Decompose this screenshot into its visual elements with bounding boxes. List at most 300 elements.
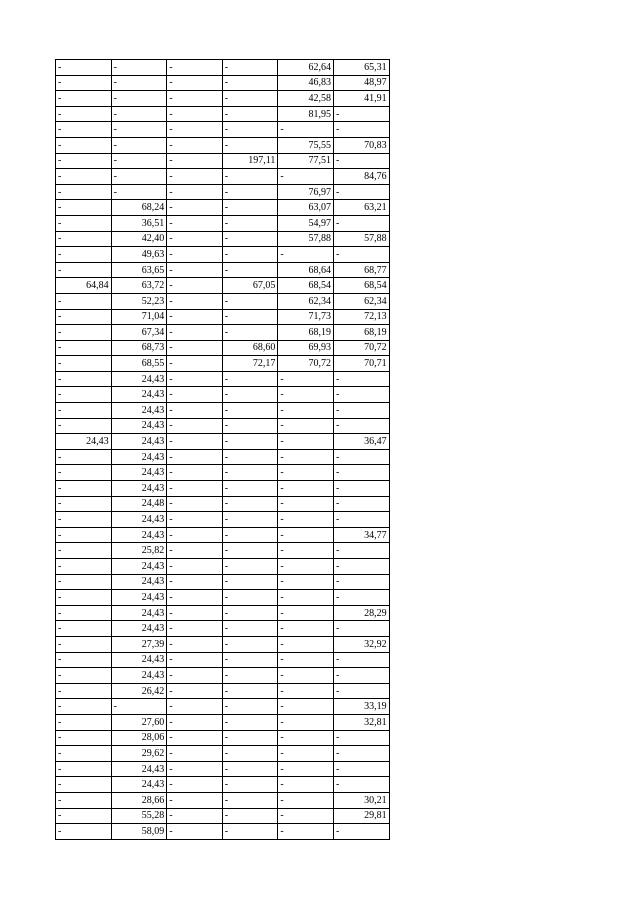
table-cell: 69,93	[278, 340, 334, 356]
table-cell: 24,43	[111, 418, 167, 434]
table-cell: -	[167, 403, 223, 419]
table-cell: 24,43	[111, 590, 167, 606]
table-cell: -	[278, 621, 334, 637]
table-cell: -	[56, 91, 112, 107]
table-cell: -	[56, 621, 112, 637]
table-cell: -	[111, 91, 167, 107]
table-cell: -	[333, 153, 389, 169]
table-cell: 62,34	[333, 293, 389, 309]
table-cell: 68,73	[111, 340, 167, 356]
table-cell: -	[222, 247, 278, 263]
table-cell: -	[56, 481, 112, 497]
table-cell: -	[333, 574, 389, 590]
table-row	[56, 122, 390, 138]
table-cell: -	[56, 309, 112, 325]
table-cell: 32,81	[333, 714, 389, 730]
table-cell: -	[167, 137, 223, 153]
table-cell: 68,55	[111, 356, 167, 372]
table-cell: 72,17	[222, 356, 278, 372]
table-cell: -	[222, 559, 278, 575]
table-row	[56, 683, 390, 699]
table-cell: -	[56, 215, 112, 231]
table-cell: -	[333, 824, 389, 840]
table-cell: -	[167, 200, 223, 216]
table-cell: -	[56, 122, 112, 138]
table-cell: -	[56, 465, 112, 481]
table-cell: -	[278, 636, 334, 652]
table-cell: -	[278, 434, 334, 450]
table-row	[56, 153, 390, 169]
table-cell: -	[278, 824, 334, 840]
table-cell: -	[278, 512, 334, 528]
table-cell: 33,19	[333, 699, 389, 715]
table-cell: 24,43	[111, 621, 167, 637]
table-cell: 65,31	[333, 60, 389, 76]
table-cell: -	[56, 325, 112, 341]
table-cell: -	[222, 91, 278, 107]
table-cell: -	[333, 247, 389, 263]
table-cell: -	[111, 60, 167, 76]
table-cell: -	[167, 325, 223, 341]
table-cell: -	[167, 808, 223, 824]
table-cell: -	[333, 746, 389, 762]
table-cell: -	[278, 683, 334, 699]
table-cell: -	[167, 683, 223, 699]
table-row	[56, 434, 390, 450]
table-cell: 67,34	[111, 325, 167, 341]
table-row	[56, 512, 390, 528]
table-cell: 62,34	[278, 293, 334, 309]
table-cell: 28,29	[333, 605, 389, 621]
table-row	[56, 403, 390, 419]
table-cell: -	[167, 621, 223, 637]
table-cell: -	[167, 543, 223, 559]
table-cell: -	[333, 371, 389, 387]
table-cell: -	[56, 387, 112, 403]
table-cell: 75,55	[278, 137, 334, 153]
table-cell: 24,43	[111, 403, 167, 419]
table-cell: -	[167, 590, 223, 606]
table-row	[56, 574, 390, 590]
table-cell: -	[167, 60, 223, 76]
table-cell: 24,43	[111, 481, 167, 497]
table-cell: 46,83	[278, 75, 334, 91]
table-cell: 70,72	[278, 356, 334, 372]
table-cell: -	[278, 808, 334, 824]
table-cell: 58,09	[111, 824, 167, 840]
table-row	[56, 215, 390, 231]
table-cell: -	[167, 106, 223, 122]
table-cell: -	[167, 699, 223, 715]
table-cell: -	[56, 636, 112, 652]
table-cell: -	[222, 200, 278, 216]
table-cell: -	[167, 449, 223, 465]
table-cell: 48,97	[333, 75, 389, 91]
table-cell: 34,77	[333, 527, 389, 543]
table-cell: -	[167, 527, 223, 543]
table-cell: -	[167, 153, 223, 169]
table-cell: -	[333, 122, 389, 138]
table-cell: 70,71	[333, 356, 389, 372]
table-cell: -	[167, 169, 223, 185]
table-cell: 41,91	[333, 91, 389, 107]
table-cell: 28,06	[111, 730, 167, 746]
table-cell: -	[278, 387, 334, 403]
table-cell: 29,62	[111, 746, 167, 762]
table-cell: 27,60	[111, 714, 167, 730]
table-cell: -	[222, 309, 278, 325]
table-cell: -	[333, 496, 389, 512]
table-cell: -	[222, 231, 278, 247]
table-cell: 71,73	[278, 309, 334, 325]
table-cell: -	[167, 512, 223, 528]
table-row	[56, 91, 390, 107]
table-cell: -	[333, 652, 389, 668]
table-row	[56, 792, 390, 808]
table-row	[56, 465, 390, 481]
table-cell: 55,28	[111, 808, 167, 824]
table-cell: 70,83	[333, 137, 389, 153]
table-cell: 29,81	[333, 808, 389, 824]
table-cell: -	[167, 605, 223, 621]
table-cell: -	[222, 668, 278, 684]
table-row	[56, 340, 390, 356]
table-cell: -	[167, 481, 223, 497]
table-cell: 67,05	[222, 278, 278, 294]
table-cell: -	[222, 699, 278, 715]
table-cell: -	[167, 262, 223, 278]
table-row	[56, 777, 390, 793]
table-cell: 57,88	[333, 231, 389, 247]
table-cell: -	[56, 652, 112, 668]
table-cell: -	[56, 247, 112, 263]
table-cell: -	[278, 543, 334, 559]
table-cell: -	[167, 761, 223, 777]
table-cell: -	[222, 262, 278, 278]
table-row	[56, 371, 390, 387]
table-row	[56, 418, 390, 434]
table-cell: -	[333, 387, 389, 403]
table-cell: -	[333, 481, 389, 497]
table-cell: -	[222, 215, 278, 231]
table-cell: 62,64	[278, 60, 334, 76]
table-cell: 63,65	[111, 262, 167, 278]
table-row	[56, 449, 390, 465]
table-cell: -	[278, 481, 334, 497]
table-cell: -	[278, 449, 334, 465]
table-cell: -	[56, 293, 112, 309]
table-cell: -	[167, 792, 223, 808]
table-cell: -	[56, 418, 112, 434]
table-row	[56, 247, 390, 263]
table-cell: -	[222, 761, 278, 777]
table-cell: 24,43	[111, 761, 167, 777]
table-row	[56, 730, 390, 746]
table-cell: 64,84	[56, 278, 112, 294]
table-cell: -	[278, 605, 334, 621]
table-cell: -	[56, 808, 112, 824]
table-body	[56, 60, 390, 840]
table-cell: -	[56, 699, 112, 715]
table-cell: -	[222, 730, 278, 746]
table-cell: 68,60	[222, 340, 278, 356]
table-cell: -	[222, 60, 278, 76]
table-cell: -	[167, 215, 223, 231]
table-cell: -	[222, 122, 278, 138]
table-cell: -	[222, 543, 278, 559]
table-cell: -	[222, 434, 278, 450]
data-table	[55, 59, 390, 840]
table-cell: 24,43	[111, 668, 167, 684]
table-cell: 24,43	[111, 449, 167, 465]
table-cell: -	[56, 668, 112, 684]
table-cell: -	[222, 777, 278, 793]
table-cell: -	[222, 481, 278, 497]
table-cell: -	[333, 777, 389, 793]
table-cell: 24,43	[111, 605, 167, 621]
table-cell: 68,54	[278, 278, 334, 294]
table-cell: -	[56, 590, 112, 606]
table-cell: -	[222, 137, 278, 153]
table-cell: 30,21	[333, 792, 389, 808]
table-cell: -	[111, 169, 167, 185]
table-cell: -	[278, 559, 334, 575]
table-row	[56, 184, 390, 200]
table-row	[56, 527, 390, 543]
table-row	[56, 636, 390, 652]
table-cell: 24,43	[111, 387, 167, 403]
table-cell: -	[167, 387, 223, 403]
table-cell: -	[278, 496, 334, 512]
table-cell: 68,19	[278, 325, 334, 341]
table-row	[56, 262, 390, 278]
table-cell: -	[278, 590, 334, 606]
table-row	[56, 106, 390, 122]
table-cell: -	[222, 403, 278, 419]
table-cell: 28,66	[111, 792, 167, 808]
table-cell: -	[333, 621, 389, 637]
table-cell: -	[333, 590, 389, 606]
table-cell: 77,51	[278, 153, 334, 169]
table-cell: -	[111, 137, 167, 153]
table-row	[56, 293, 390, 309]
table-cell: -	[56, 371, 112, 387]
table-cell: 76,97	[278, 184, 334, 200]
table-cell: -	[278, 777, 334, 793]
table-cell: -	[222, 574, 278, 590]
table-row	[56, 325, 390, 341]
table-cell: -	[278, 247, 334, 263]
table-cell: -	[222, 512, 278, 528]
table-cell: -	[167, 465, 223, 481]
table-cell: -	[278, 122, 334, 138]
table-cell: 27,39	[111, 636, 167, 652]
table-cell: -	[167, 122, 223, 138]
table-cell: 24,43	[111, 512, 167, 528]
table-cell: -	[222, 325, 278, 341]
table-cell: -	[222, 449, 278, 465]
table-cell: -	[278, 714, 334, 730]
table-cell: -	[333, 730, 389, 746]
table-cell: -	[333, 683, 389, 699]
table-cell: -	[222, 652, 278, 668]
table-cell: -	[333, 668, 389, 684]
table-cell: 68,24	[111, 200, 167, 216]
table-row	[56, 824, 390, 840]
table-cell: -	[56, 169, 112, 185]
table-cell: -	[56, 496, 112, 512]
table-cell: -	[167, 184, 223, 200]
table-cell: -	[167, 340, 223, 356]
table-cell: -	[222, 496, 278, 512]
table-cell: -	[278, 465, 334, 481]
table-cell: -	[56, 75, 112, 91]
table-row	[56, 746, 390, 762]
table-cell: -	[222, 184, 278, 200]
table-cell: -	[278, 699, 334, 715]
table-row	[56, 387, 390, 403]
table-cell: -	[278, 746, 334, 762]
table-cell: 63,21	[333, 200, 389, 216]
table-cell: -	[278, 418, 334, 434]
table-cell: -	[56, 714, 112, 730]
table-cell: -	[222, 418, 278, 434]
table-cell: -	[167, 777, 223, 793]
table-cell: -	[278, 371, 334, 387]
table-cell: 42,40	[111, 231, 167, 247]
table-cell: -	[278, 169, 334, 185]
table-row	[56, 808, 390, 824]
table-cell: -	[56, 153, 112, 169]
table-cell: -	[222, 636, 278, 652]
table-cell: -	[111, 184, 167, 200]
table-cell: -	[278, 403, 334, 419]
table-row	[56, 278, 390, 294]
table-cell: -	[111, 153, 167, 169]
table-cell: -	[56, 403, 112, 419]
table-cell: -	[167, 91, 223, 107]
table-cell: -	[278, 730, 334, 746]
table-cell: -	[111, 122, 167, 138]
table-cell: -	[56, 449, 112, 465]
table-cell: -	[333, 465, 389, 481]
table-cell: -	[167, 247, 223, 263]
table-row	[56, 652, 390, 668]
table-row	[56, 200, 390, 216]
table-cell: 49,63	[111, 247, 167, 263]
table-row	[56, 309, 390, 325]
table-cell: -	[56, 824, 112, 840]
table-row	[56, 356, 390, 372]
table-cell: -	[56, 512, 112, 528]
table-cell: 24,43	[111, 371, 167, 387]
table-cell: -	[167, 559, 223, 575]
table-cell: -	[167, 730, 223, 746]
table-cell: -	[167, 824, 223, 840]
table-cell: -	[56, 559, 112, 575]
table-cell: -	[333, 106, 389, 122]
table-cell: -	[167, 356, 223, 372]
table-cell: -	[111, 106, 167, 122]
table-cell: -	[222, 106, 278, 122]
table-cell: -	[278, 652, 334, 668]
table-cell: -	[222, 75, 278, 91]
table-cell: -	[222, 808, 278, 824]
table-row	[56, 590, 390, 606]
table-cell: -	[278, 574, 334, 590]
table-row	[56, 761, 390, 777]
table-cell: -	[167, 293, 223, 309]
table-cell: -	[111, 699, 167, 715]
table-cell: -	[333, 512, 389, 528]
table-cell: 24,43	[111, 434, 167, 450]
table-cell: -	[167, 652, 223, 668]
table-row	[56, 668, 390, 684]
table-row	[56, 60, 390, 76]
table-cell: 24,43	[111, 559, 167, 575]
table-cell: -	[333, 543, 389, 559]
table-row	[56, 169, 390, 185]
table-cell: -	[278, 792, 334, 808]
table-cell: -	[56, 543, 112, 559]
table-cell: 24,43	[56, 434, 112, 450]
table-cell: -	[167, 434, 223, 450]
table-row	[56, 543, 390, 559]
table-row	[56, 621, 390, 637]
table-cell: -	[222, 169, 278, 185]
table-cell: -	[222, 792, 278, 808]
table-cell: -	[167, 574, 223, 590]
table-cell: -	[167, 231, 223, 247]
table-cell: 68,19	[333, 325, 389, 341]
table-cell: -	[56, 574, 112, 590]
table-cell: -	[222, 527, 278, 543]
table-cell: 24,48	[111, 496, 167, 512]
table-cell: -	[56, 137, 112, 153]
table-cell: -	[333, 449, 389, 465]
table-cell: 24,43	[111, 465, 167, 481]
table-row	[56, 605, 390, 621]
table-cell: -	[56, 777, 112, 793]
table-cell: -	[167, 309, 223, 325]
table-cell: 24,43	[111, 574, 167, 590]
table-cell: 81,95	[278, 106, 334, 122]
table-cell: -	[56, 527, 112, 543]
table-cell: -	[111, 75, 167, 91]
table-cell: -	[222, 605, 278, 621]
table-cell: -	[333, 559, 389, 575]
table-cell: -	[56, 761, 112, 777]
table-row	[56, 137, 390, 153]
table-cell: 26,42	[111, 683, 167, 699]
table-cell: -	[222, 371, 278, 387]
table-cell: -	[56, 340, 112, 356]
table-cell: -	[333, 215, 389, 231]
table-row	[56, 231, 390, 247]
table-cell: -	[56, 746, 112, 762]
table-row	[56, 75, 390, 91]
table-row	[56, 714, 390, 730]
table-cell: -	[333, 418, 389, 434]
table-cell: 54,97	[278, 215, 334, 231]
table-cell: 70,72	[333, 340, 389, 356]
table-cell: -	[56, 106, 112, 122]
table-cell: -	[167, 496, 223, 512]
table-cell: -	[167, 371, 223, 387]
table-cell: -	[56, 60, 112, 76]
table-cell: -	[56, 200, 112, 216]
table-cell: 24,43	[111, 777, 167, 793]
